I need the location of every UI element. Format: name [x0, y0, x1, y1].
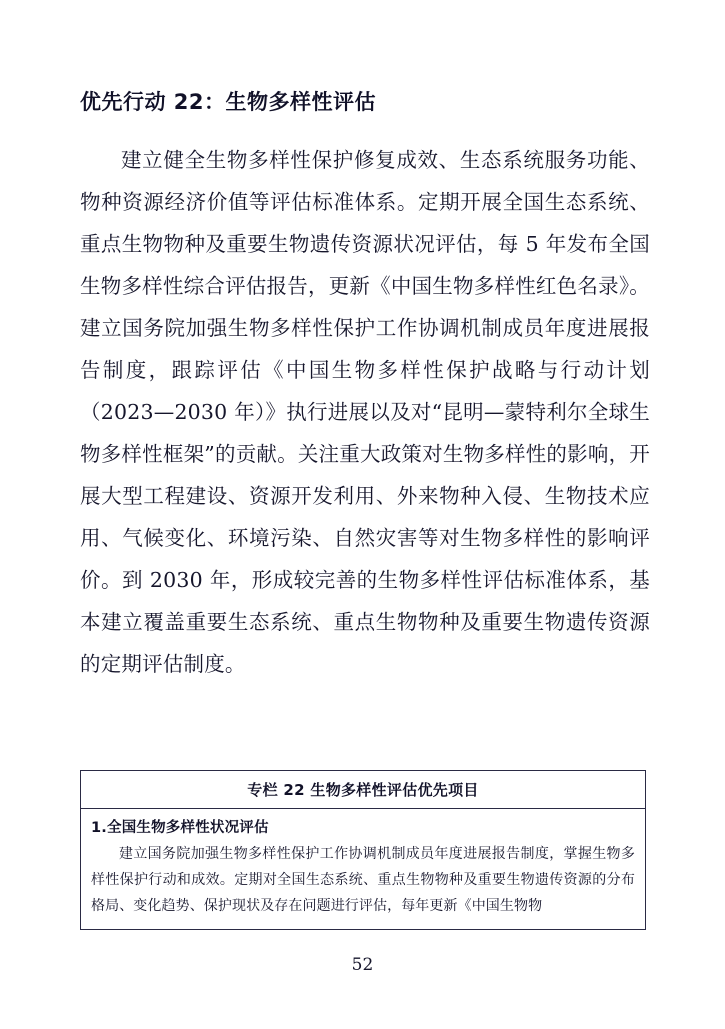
- callout-box: [80, 770, 646, 930]
- page-content: [80, 88, 650, 685]
- callout-item-text: 建立国务院加强生物多样性保护工作协调机制成员年度进展报告制度，掌握生物多样性保护行动和成效。定期对全国生态系统、重点生物物种及重要生物遗传资源的分布格局、变化趋势、保护现状及存在问题进行评估，每年更新《中国生物物: [91, 846, 635, 914]
- callout-box-title: 专栏 22 生物多样性评估优先项目: [81, 771, 645, 809]
- callout-box-body: [81, 809, 645, 929]
- page-number: 52: [351, 955, 374, 975]
- section-heading: 优先行动 22：生物多样性评估: [80, 90, 377, 114]
- body-paragraph: 建立健全生物多样性保护修复成效、生态系统服务功能、物种资源经济价值等评估标准体系。定期开展全国生态系统、重点生物物种及重要生物遗传资源状况评估，每 5 年发布全国生物多样性综合评估报告，更新《中国生物多样性红色名录》。建立国务院加强生物多样性保护工作协调机制成员年度进展报告制度，跟踪评估《中国生物多样性保护战略与行动计划（2023—2030 年）》执行进展以及对“昆明—蒙特利尔全球生物多样性框架”的贡献。关注重大政策对生物多样性的影响，开展大型工程建设、资源开发利用、外来物种入侵、生物技术应用、气候变化、环境污染、自然灾害等对生物多样性的影响评价。到 2030 年，形成较完善的生物多样性评估标准体系，基本建立覆盖重要生态系统、重点生物物种及重要生物遗传资源的定期评估制度。: [80, 148, 650, 677]
- callout-item-title: 1.全国生物多样性状况评估: [91, 820, 269, 836]
